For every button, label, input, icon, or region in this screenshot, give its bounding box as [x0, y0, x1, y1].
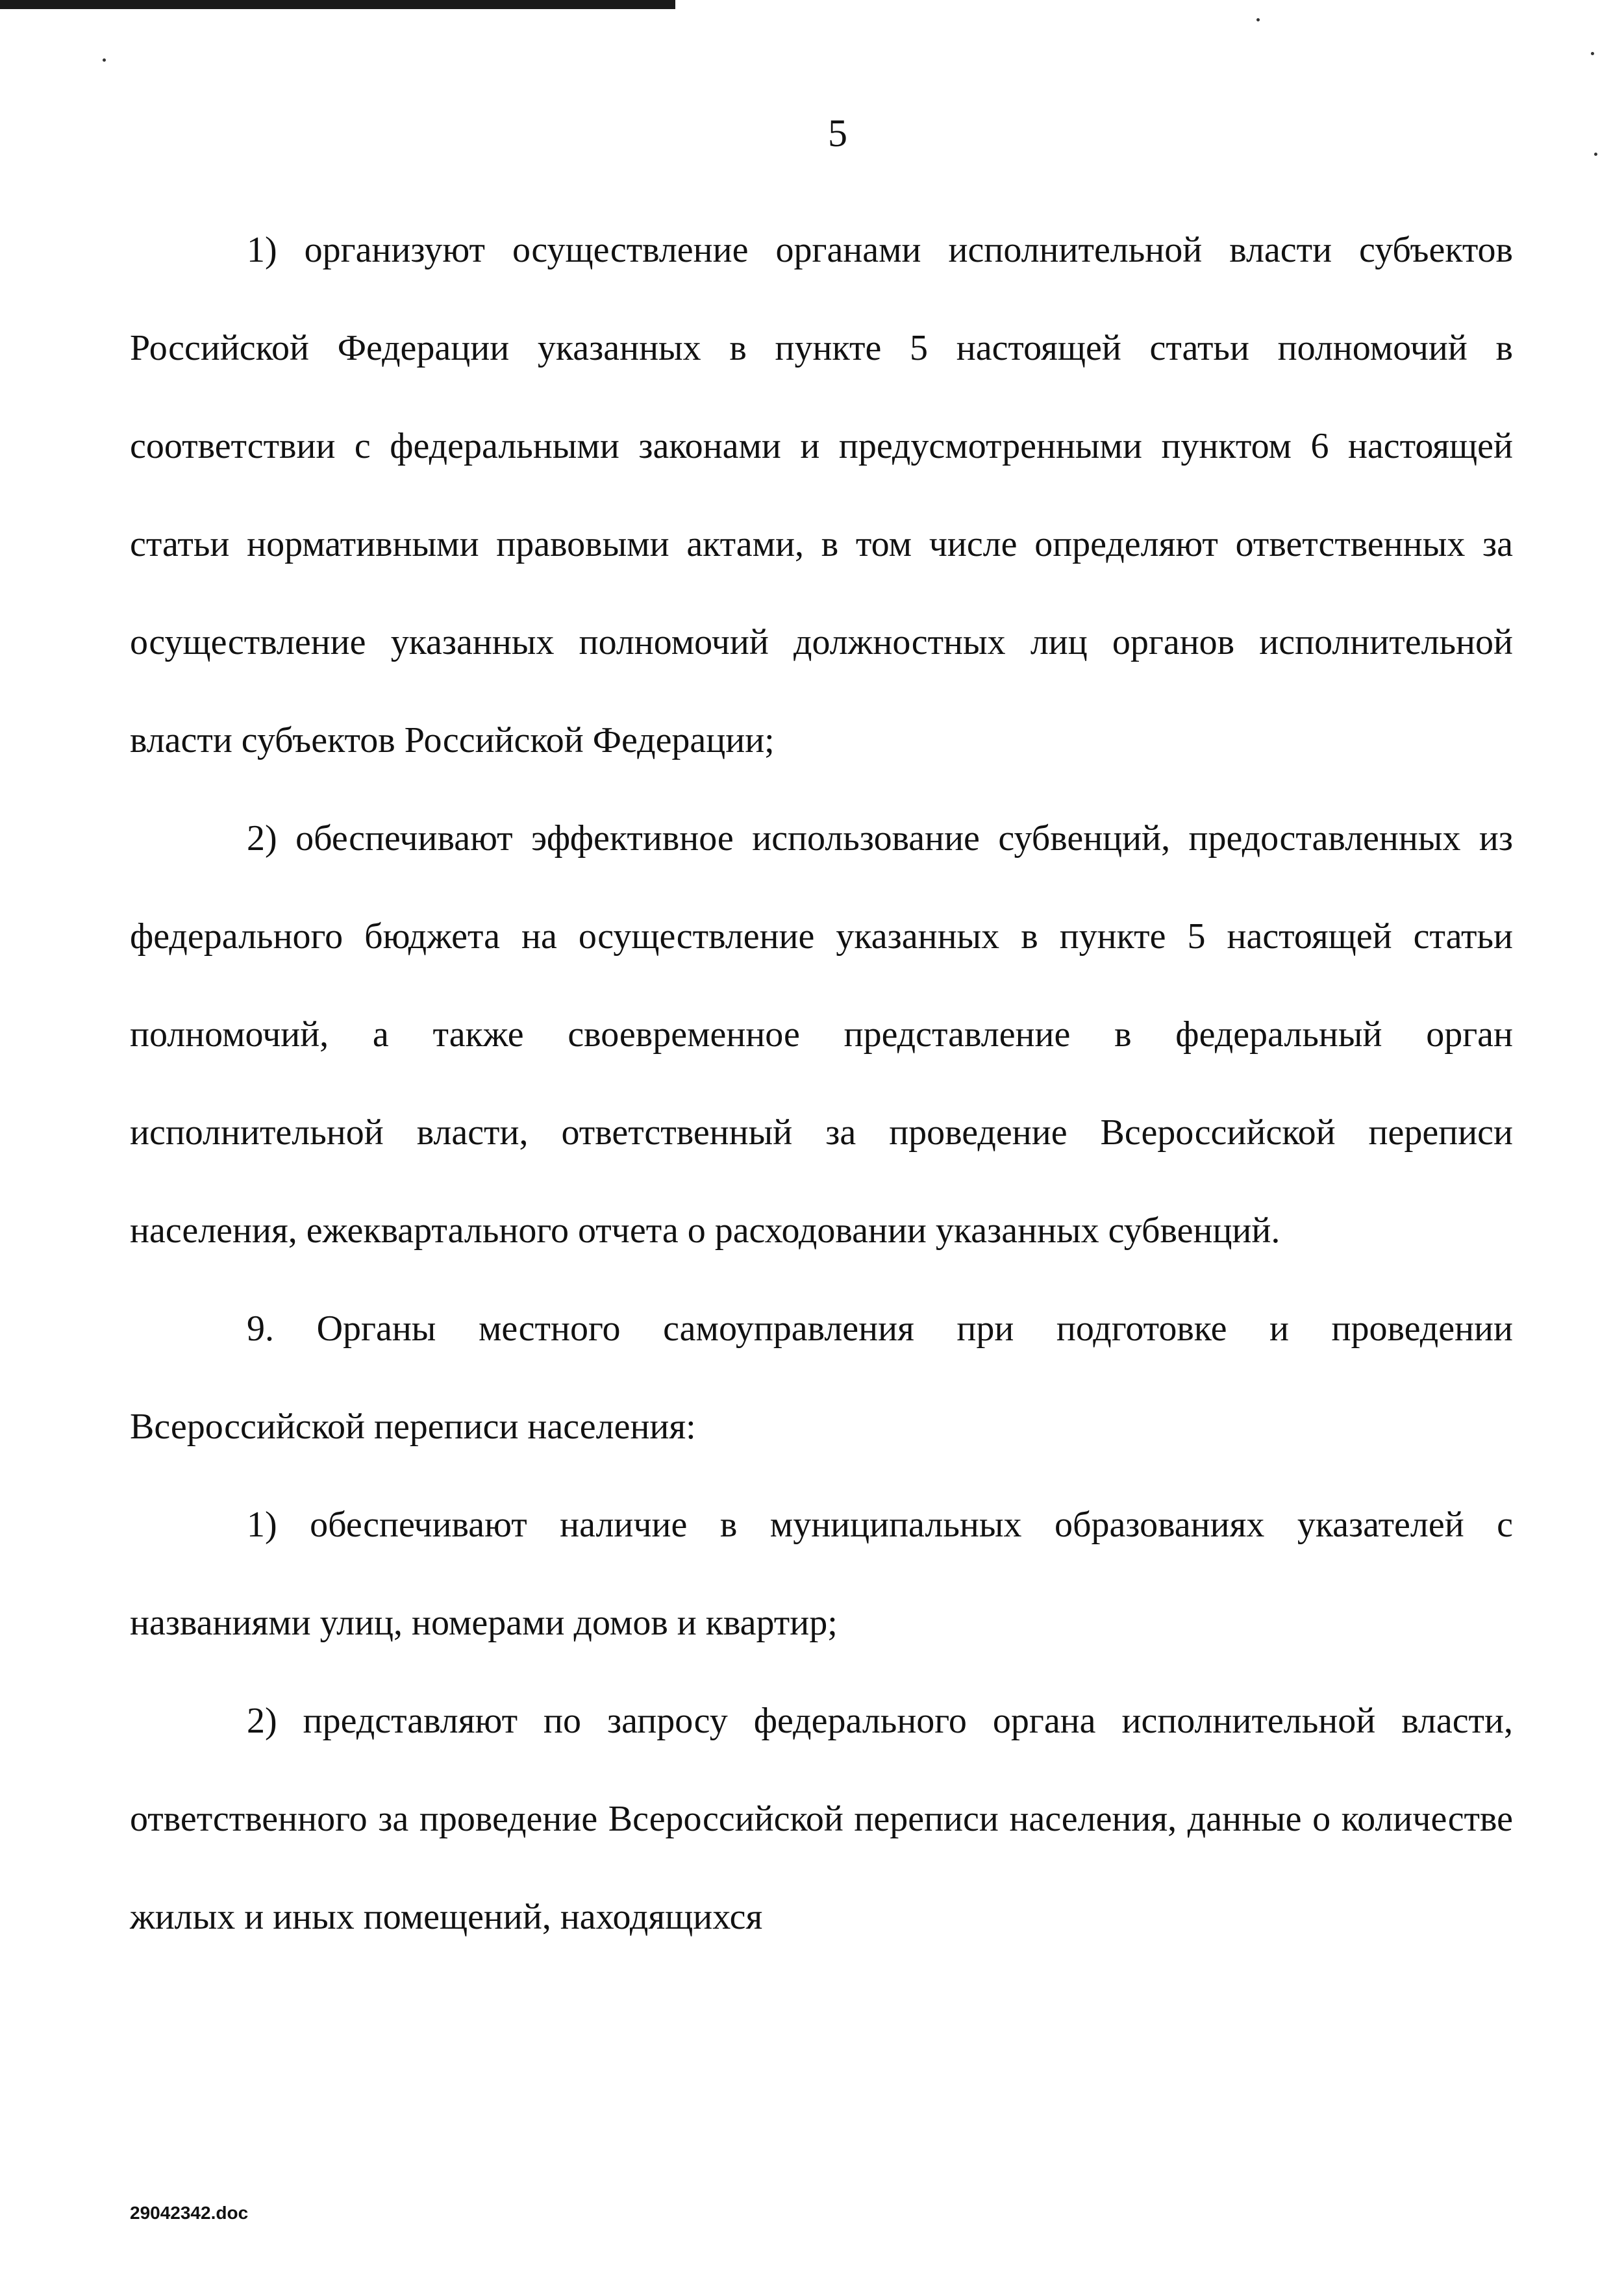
paragraph-4: 1) обеспечивают наличие в муниципальных образованиях указателей с названиями улиц, номерами домов и квартир; [130, 1505, 1513, 1643]
scan-speck [1591, 52, 1594, 55]
scan-speck [1256, 18, 1260, 21]
scan-speck [1594, 153, 1597, 156]
page-number: 5 [828, 112, 847, 155]
paragraph-1: 1) организуют осуществление органами исполнительной власти субъектов Российской Федерации указанных в пункте 5 настоящей статьи полномочий в соответствии с федеральными законами и предусмотренными пунктом 6 настоящей статьи нормативными правовыми актами, в том числе определяют ответственных за осуществление указанных полномочий должностных лиц органов исполнительной власти субъектов Российской Федерации; [130, 230, 1513, 760]
scan-speck [103, 58, 106, 62]
document-body [130, 201, 1513, 1966]
paragraph-2: 2) обеспечивают эффективное использование субвенций, предоставленных из федерального бюджета на осуществление указанных в пункте 5 настоящей статьи полномочий, а также своевременное представление в федеральный орган исполнительной власти, ответственный за проведение Всероссийской переписи населения, ежеквартального отчета о расходовании указанных субвенций. [130, 818, 1513, 1251]
paragraph-5: 2) представляют по запросу федерального органа исполнительной власти, ответственного за проведение Всероссийской переписи населения, данные о количестве жилых и иных помещений, находящихся [130, 1701, 1513, 1937]
paragraph-3: 9. Органы местного самоуправления при подготовке и проведении Всероссийской переписи населения: [130, 1309, 1513, 1447]
footer-filename: 29042342.doc [130, 2203, 249, 2223]
scan-edge-bar [0, 0, 675, 9]
